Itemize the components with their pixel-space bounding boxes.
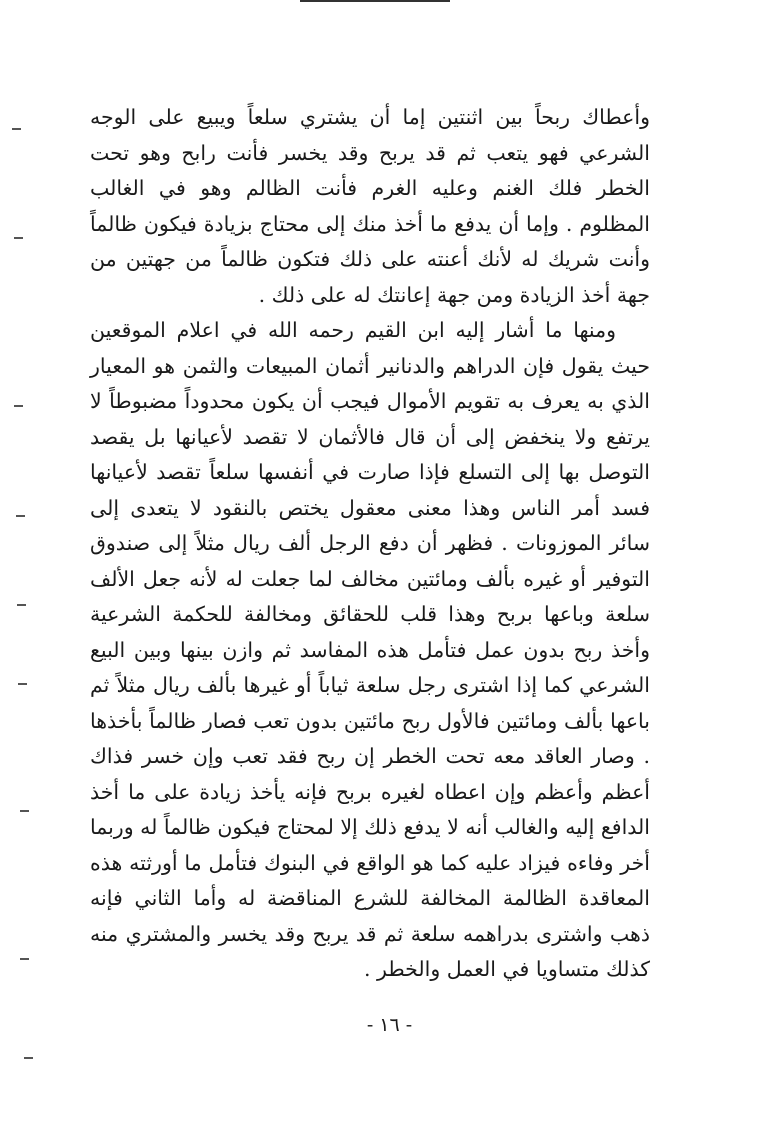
paragraph: ومنها ما أشار إليه ابن القيم رحمه الله في اعلام الموقعين حيث يقول فإن الدراهم والدنانير أثمان المبيعات والثمن هو المعيار الذي به يعرف به تقويم الأموال فيجب أن يكون محدوداً مضبوطاً لا يرتفع ولا ينخفض إلى أن قال فالأثمان لا تقصد لأعيانها بل يقصد التوصل بها إلى التسلع فإذا صارت في أنفسها سلعاً تقصد لأعيانها فسد أمر الناس وهذا معنى معقول يختص بالنقود لا يتعدى إلى سائر الموزونات . فظهر أن دفع الرجل ألف ريال مثلاً إلى صندوق التوفير أو غيره بألف ومائتين مخالف لما جعلت له لأنه جعل الألف سلعة وباعها بربح وهذا قلب للحقائق ومخالفة للحكمة الشرعية وأخذ ربح بدون عمل فتأمل هذه المفاسد ثم وازن بينها وبين البيع الشرعي كما إذا اشترى رجل سلعة ثياباً أو غيرها بألف ريال مثلاً ثم باعها بألف ومائتين فالأول ربح مائتين بدون تعب فصار ظالماً بأخذها . وصار العاقد معه تحت الخطر إن ربح فقد تعب وإن خسر فذاك أعظم وأعظم وإن اعطاه لغيره بربح فإنه يأخذ زيادة على ما أخذ الدافع إليه والغالب أنه لا يدفع ذلك إلا لمحتاج فيكون ظالماً له وربما أخر وفاءه فيزاد عليه كما هو الواقع في البنوك فتأمل ما أورثته هذه المعاقدة الظالمة المخالفة للشرع المناقضة له وأما الثاني فإنه ذهب واشترى بدراهمه سلعة ثم قد يربح وقد يخسر والمشتري منه كذلك متساويا في العمل والخطر . bbox=[90, 318, 650, 981]
body-text bbox=[90, 100, 650, 988]
header-rule bbox=[300, 0, 450, 2]
margin-mark bbox=[12, 128, 21, 130]
paragraph: وأعطاك ربحاً بين اثنتين إما أن يشتري سلعاً ويبيع على الوجه الشرعي فهو يتعب ثم قد يربح وقد يخسر فأنت رابح وهو تحت الخطر فلك الغنم وعليه الغرم فأنت الظالم وهو في الغالب المظلوم . وإما أن يدفع ما أخذ منك إلى محتاج بزيادة فيكون ظالماً وأنت شريك له لأنك أعنته على ذلك فتكون ظالماً من جهتين من جهة أخذ الزيادة ومن جهة إعانتك له على ذلك . bbox=[90, 105, 650, 307]
margin-mark bbox=[16, 515, 25, 517]
margin-mark bbox=[20, 810, 29, 812]
margin-mark bbox=[18, 683, 27, 685]
margin-mark bbox=[14, 237, 23, 239]
page-number: - ١٦ - bbox=[366, 1014, 413, 1036]
margin-mark bbox=[20, 958, 29, 960]
margin-mark bbox=[24, 1057, 33, 1059]
margin-mark bbox=[14, 405, 23, 407]
margin-mark bbox=[17, 604, 26, 606]
